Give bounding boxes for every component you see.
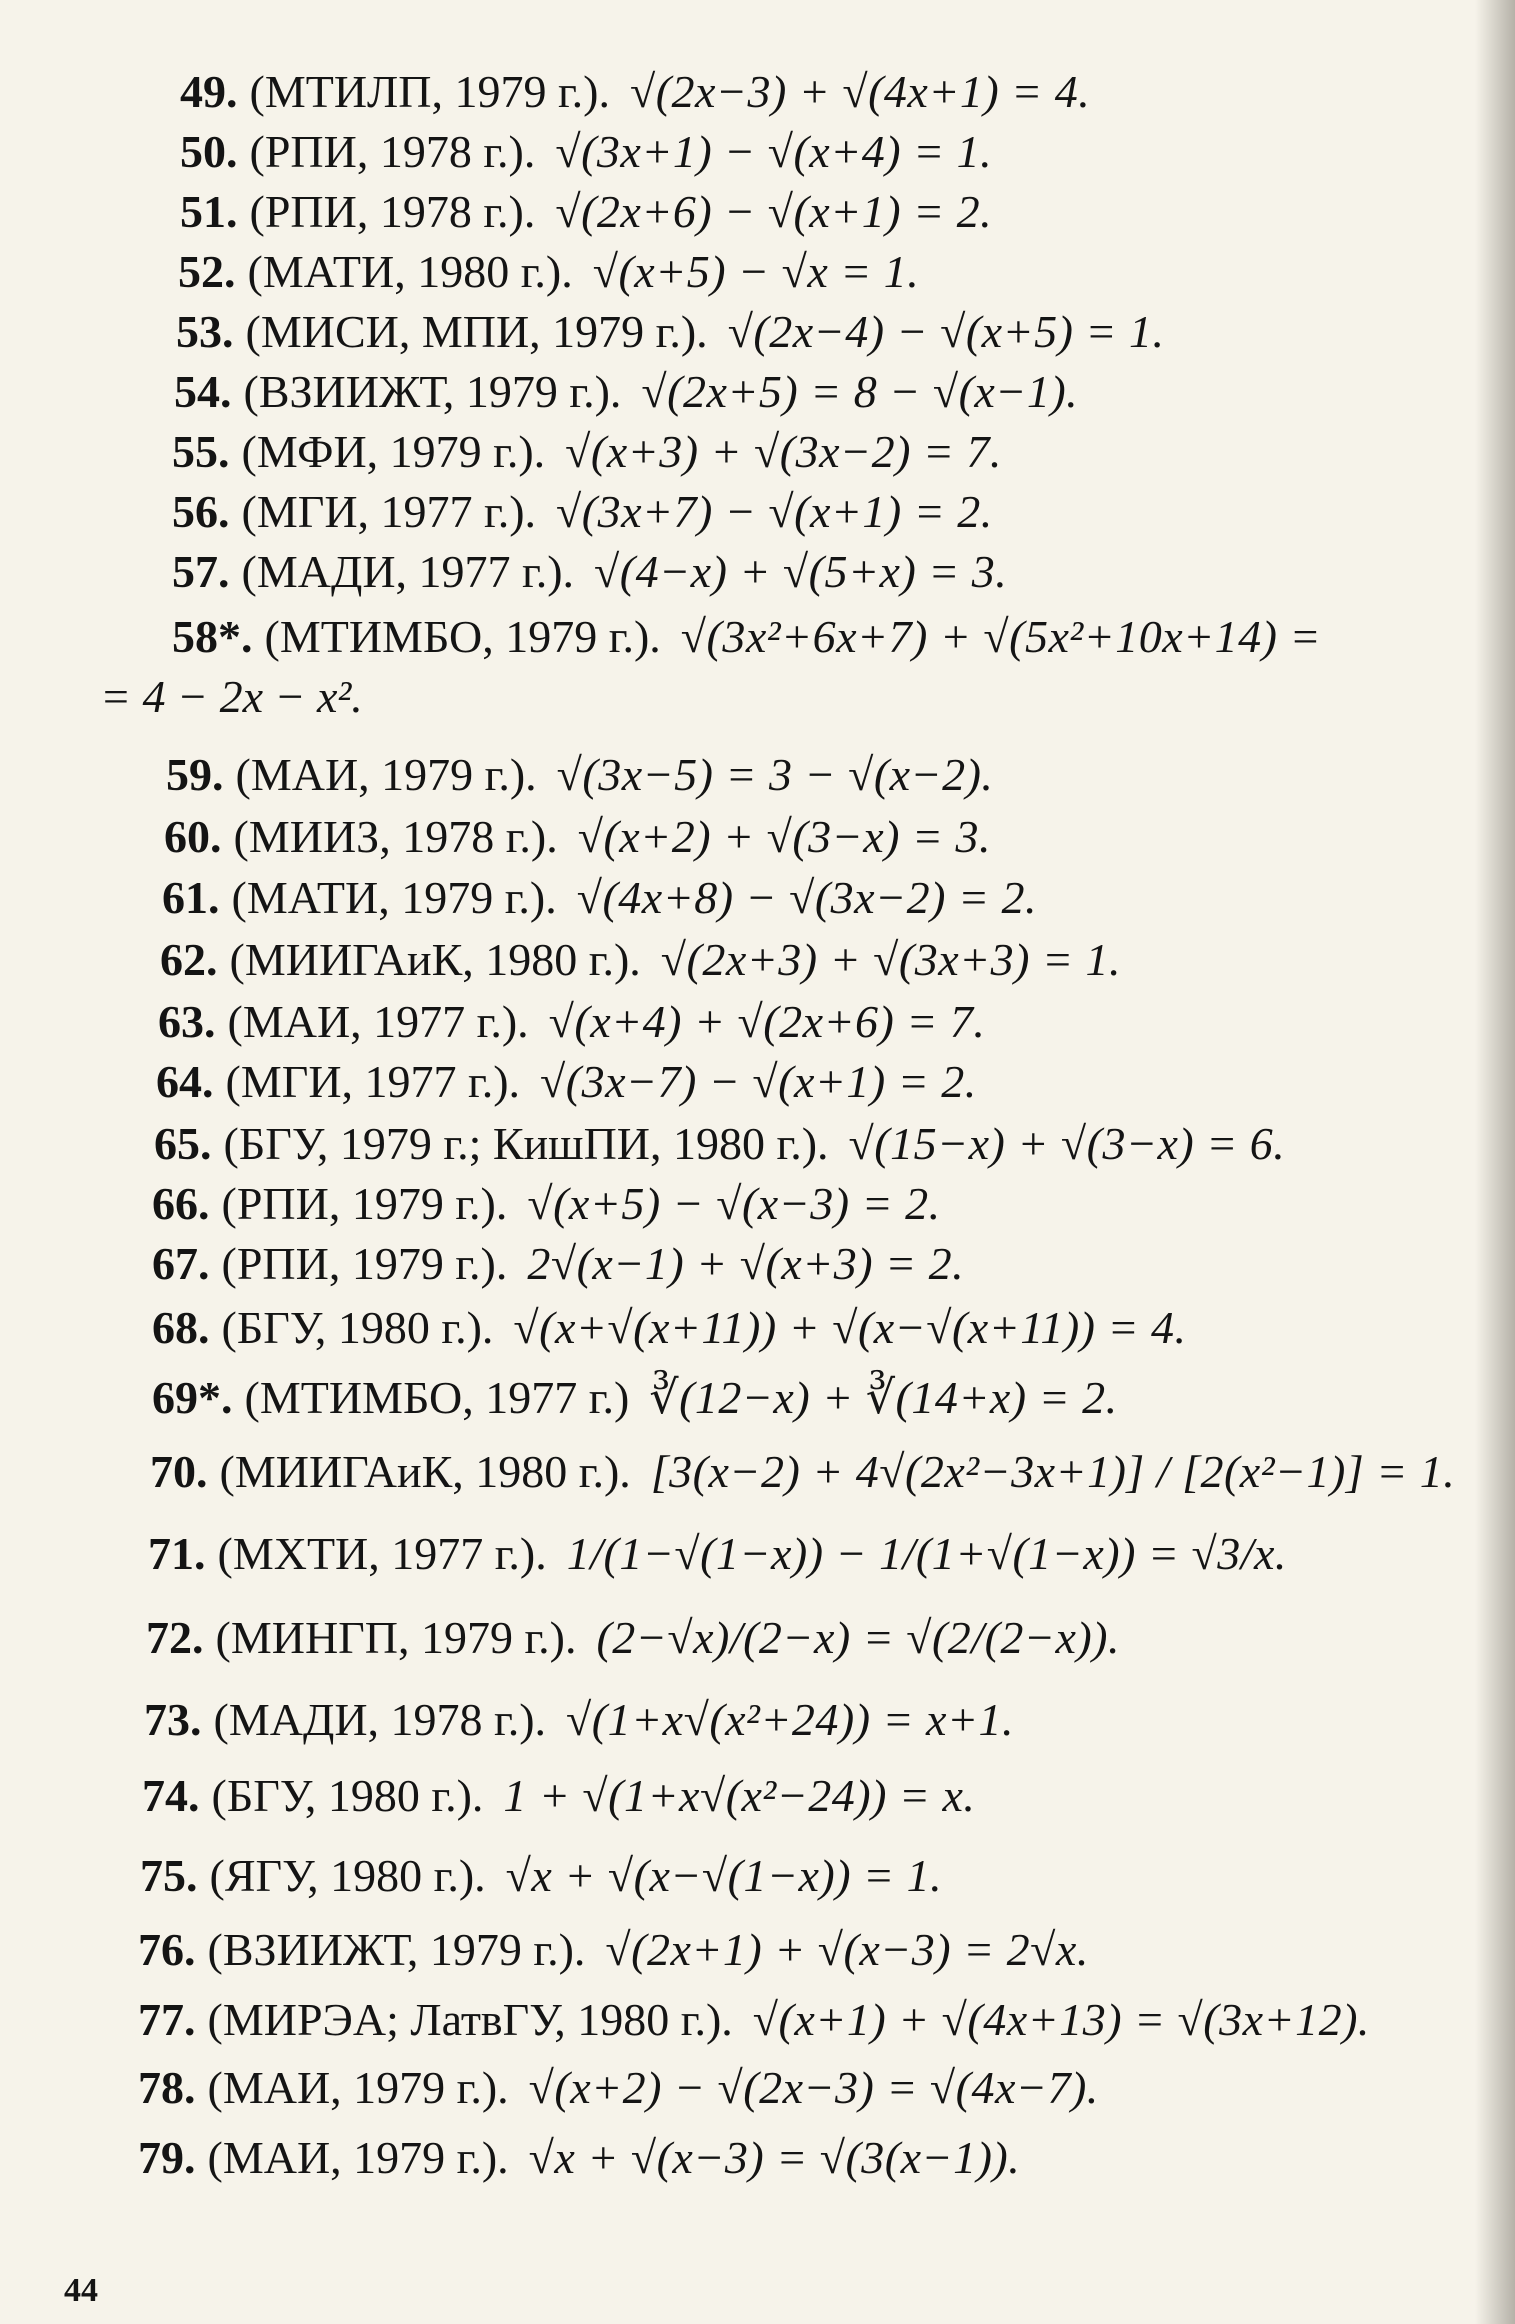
problem-71: 71. (МХТИ, 1977 г.). 1/(1−√(1−x)) − 1/(1+√(1−x)) = √3/x. — [148, 1528, 1287, 1579]
problem-72: 72. (МИНГП, 1979 г.). (2−√x)/(2−x) = √(2/(2−x)). — [146, 1612, 1120, 1663]
problem-58-continuation: = 4 − 2x − x². — [100, 671, 363, 722]
problem-65: 65. (БГУ, 1979 г.; КишПИ, 1980 г.). √(15−x) + √(3−x) = 6. — [154, 1118, 1286, 1169]
problem-51: 51. (РПИ, 1978 г.). √(2x+6) − √(x+1) = 2. — [180, 186, 993, 237]
problem-76: 76. (ВЗИИЖТ, 1979 г.). √(2x+1) + √(x−3) = 2√x. — [138, 1924, 1089, 1975]
problem-58: 58*. (МТИМБО, 1979 г.). √(3x²+6x+7) + √(5x²+10x+14) = — [172, 611, 1322, 662]
problem-78: 78. (МАИ, 1979 г.). √(x+2) − √(2x−3) = √(4x−7). — [138, 2062, 1099, 2113]
problem-79: 79. (МАИ, 1979 г.). √x + √(x−3) = √(3(x−1)). — [138, 2132, 1021, 2183]
problem-49: 49. (МТИЛП, 1979 г.). √(2x−3) + √(4x+1) = 4. — [180, 66, 1091, 117]
problem-63: 63. (МАИ, 1977 г.). √(x+4) + √(2x+6) = 7. — [158, 996, 986, 1047]
problem-50: 50. (РПИ, 1978 г.). √(3x+1) − √(x+4) = 1. — [180, 126, 993, 177]
problem-60: 60. (МИИЗ, 1978 г.). √(x+2) + √(3−x) = 3. — [164, 811, 991, 862]
problem-54: 54. (ВЗИИЖТ, 1979 г.). √(2x+5) = 8 − √(x−1). — [174, 366, 1079, 417]
problem-52: 52. (МАТИ, 1980 г.). √(x+5) − √x = 1. — [178, 246, 920, 297]
problem-56: 56. (МГИ, 1977 г.). √(3x+7) − √(x+1) = 2. — [172, 486, 993, 537]
problem-70: 70. (МИИГАиК, 1980 г.). [3(x−2) + 4√(2x²−3x+1)] / [2(x²−1)] = 1. — [150, 1446, 1456, 1497]
problem-62: 62. (МИИГАиК, 1980 г.). √(2x+3) + √(3x+3) = 1. — [160, 934, 1122, 985]
problem-67: 67. (РПИ, 1979 г.). 2√(x−1) + √(x+3) = 2. — [152, 1238, 965, 1289]
problem-68: 68. (БГУ, 1980 г.). √(x+√(x+11)) + √(x−√(x+11)) = 4. — [152, 1302, 1187, 1353]
problem-75: 75. (ЯГУ, 1980 г.). √x + √(x−√(1−x)) = 1. — [140, 1850, 943, 1901]
problem-57: 57. (МАДИ, 1977 г.). √(4−x) + √(5+x) = 3. — [172, 546, 1008, 597]
problem-59: 59. (МАИ, 1979 г.). √(3x−5) = 3 − √(x−2). — [166, 749, 994, 800]
problem-64: 64. (МГИ, 1977 г.). √(3x−7) − √(x+1) = 2. — [156, 1056, 977, 1107]
problem-73: 73. (МАДИ, 1978 г.). √(1+x√(x²+24)) = x+1. — [144, 1694, 1015, 1745]
problem-66: 66. (РПИ, 1979 г.). √(x+5) − √(x−3) = 2. — [152, 1178, 941, 1229]
problem-69: 69*. (МТИМБО, 1977 г.) ∛(12−x) + ∛(14+x) = 2. — [152, 1372, 1118, 1423]
problem-61: 61. (МАТИ, 1979 г.). √(4x+8) − √(3x−2) = 2. — [162, 872, 1037, 923]
page-number: 44 — [64, 2272, 98, 2309]
problem-55: 55. (МФИ, 1979 г.). √(x+3) + √(3x−2) = 7. — [172, 426, 1002, 477]
problem-53: 53. (МИСИ, МПИ, 1979 г.). √(2x−4) − √(x+5) = 1. — [176, 306, 1165, 357]
problem-74: 74. (БГУ, 1980 г.). 1 + √(1+x√(x²−24)) = x. — [142, 1770, 976, 1821]
problem-77: 77. (МИРЭА; ЛатвГУ, 1980 г.). √(x+1) + √(4x+13) = √(3x+12). — [138, 1994, 1370, 2045]
